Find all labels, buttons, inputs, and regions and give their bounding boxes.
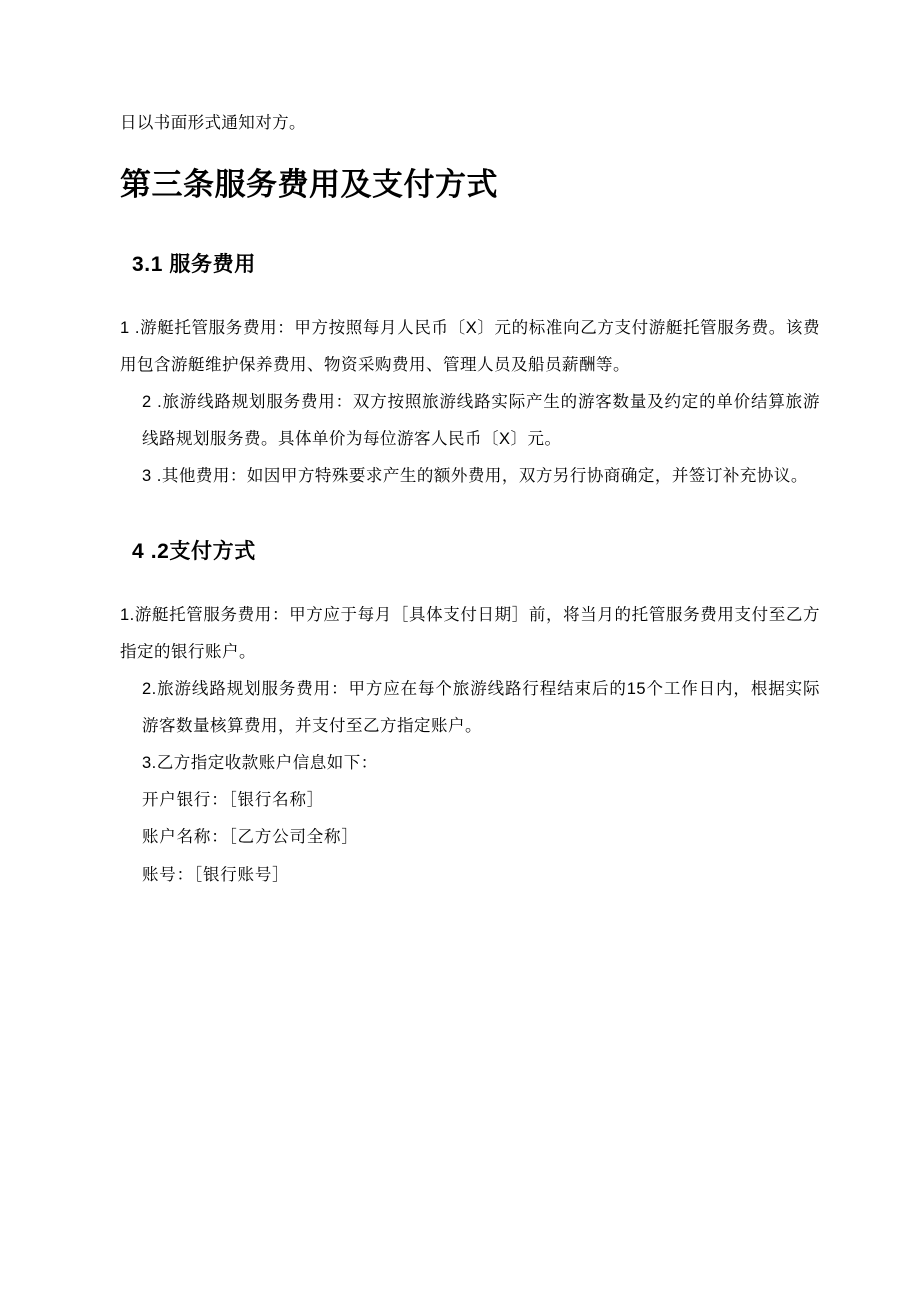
- clause-item: 3 .其他费用：如因甲方特殊要求产生的额外费用，双方另行协商确定，并签订补充协议。: [142, 467, 808, 486]
- clause-item: 1.游艇托管服务费用：甲方应于每月［具体支付日期］前，将当月的托管服务费用支付至乙方指定的银行账户。: [120, 605, 820, 661]
- subsection-title-4-2: 4 .2支付方式: [132, 540, 256, 564]
- bank-info-line: 账户名称：［乙方公司全称］: [142, 828, 359, 847]
- clause-item: 1 .游艇托管服务费用：甲方按照每月人民币〔X〕元的标准向乙方支付游艇托管服务费。该费用包含游艇维护保养费用、物资采购费用、管理人员及船员薪酬等。: [120, 318, 820, 374]
- bank-info-line: 开户银行：［银行名称］: [142, 791, 325, 810]
- lead-paragraph: 日以书面形式通知对方。: [120, 114, 306, 132]
- subsection-title-3-1: 3.1 服务费用: [132, 253, 256, 277]
- clause-item: 2 .旅游线路规划服务费用：双方按照旅游线路实际产生的游客数量及约定的单价结算旅游线路规划服务费。具体单价为每位游客人民币〔X〕元。: [142, 392, 820, 448]
- clause-item: 3.乙方指定收款账户信息如下：: [142, 754, 378, 773]
- section-title: 第三条服务费用及支付方式: [120, 167, 498, 203]
- clause-item: 2.旅游线路规划服务费用：甲方应在每个旅游线路行程结束后的15个工作日内，根据实际游客数量核算费用，并支付至乙方指定账户。: [142, 679, 820, 736]
- bank-info-line: 账号：［银行账号］: [142, 865, 290, 884]
